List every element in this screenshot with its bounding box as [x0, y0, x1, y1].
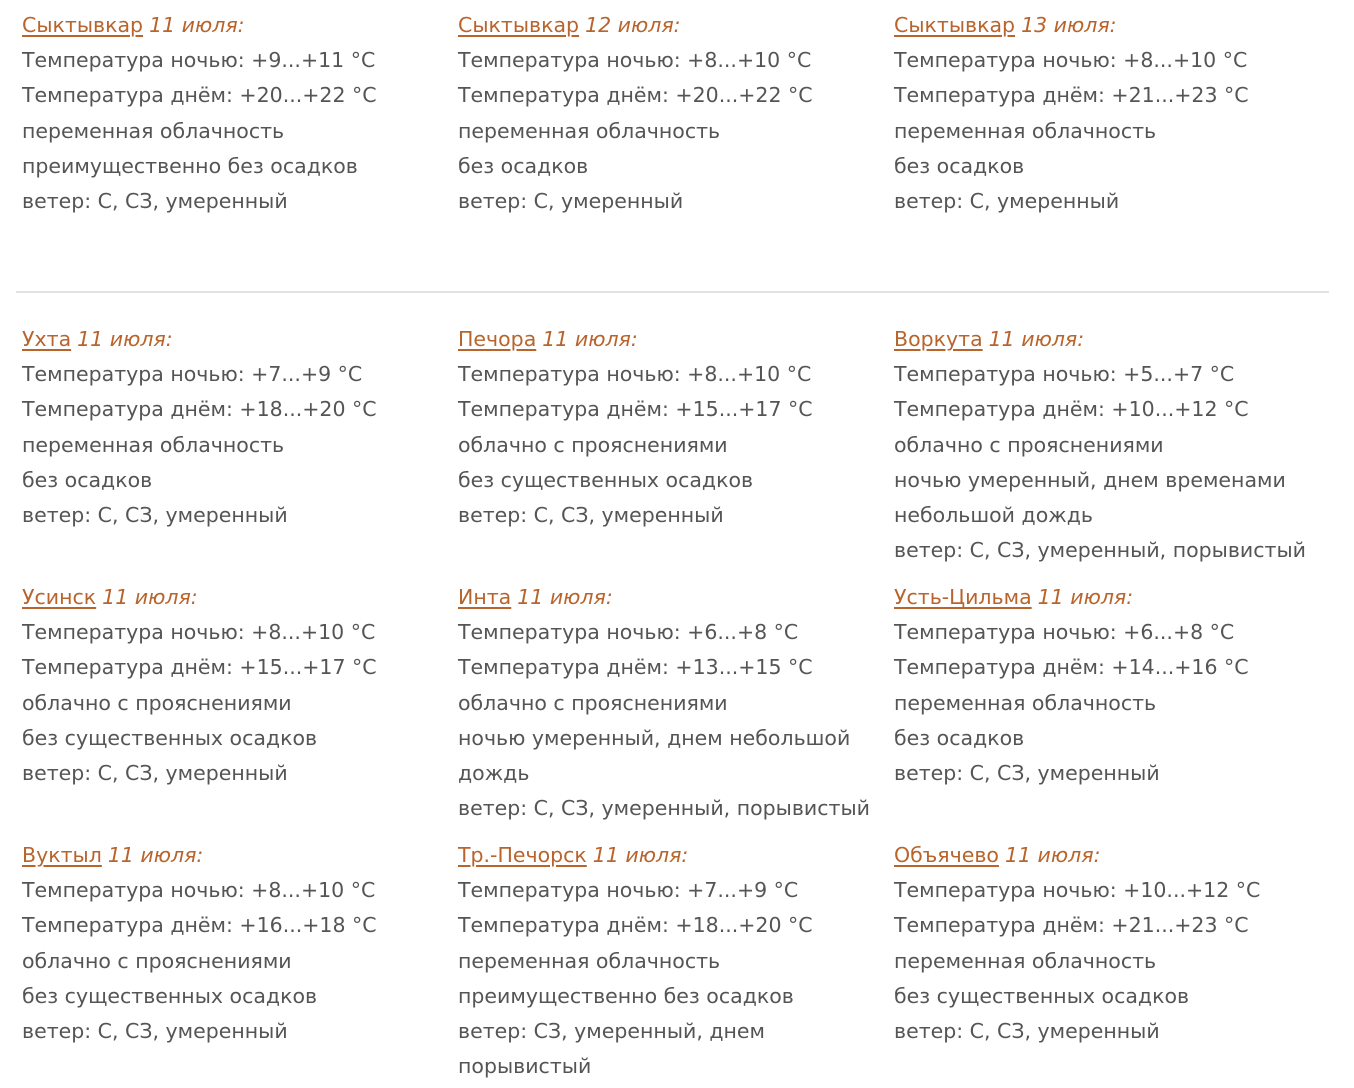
forecast-line-day-temp: Температура днём: +20...+22 °С [458, 83, 813, 108]
forecast-date: 12 июля: [585, 13, 681, 37]
forecast-card-tr-pechorsk [458, 838, 894, 1084]
forecast-line-night-temp: Температура ночью: +8...+10 °С [458, 362, 812, 387]
forecast-card-obyachevo [894, 838, 1354, 1084]
city-link-ukhta[interactable]: Ухта [22, 327, 72, 351]
forecast-line-night-temp: Температура ночью: +8...+10 °С [22, 878, 376, 903]
forecast-line-precip-cont: дождь [458, 761, 530, 786]
forecast-line-day-temp: Температура днём: +15...+17 °С [22, 655, 377, 680]
forecast-line-wind: ветер: С, СЗ, умеренный [22, 761, 288, 786]
forecast-line-wind: ветер: С, СЗ, умеренный [458, 503, 724, 528]
forecast-line-night-temp: Температура ночью: +10...+12 °С [894, 878, 1261, 903]
forecast-line-day-temp: Температура днём: +16...+18 °С [22, 913, 377, 938]
forecast-line-night-temp: Температура ночью: +6...+8 °С [894, 620, 1235, 645]
forecast-line-cloud: переменная облачность [458, 118, 721, 143]
forecast-card-header [458, 322, 894, 357]
forecast-card-header [894, 580, 1354, 615]
forecast-line-cloud: переменная облачность [894, 690, 1157, 715]
forecast-line-precip: без осадков [458, 153, 589, 178]
forecast-line-cloud: переменная облачность [458, 948, 721, 973]
forecast-line-precip: без осадков [894, 153, 1025, 178]
forecast-date: 11 июля: [1004, 843, 1101, 867]
forecast-row-2 [0, 580, 1354, 838]
city-link-obyachevo[interactable]: Объячево [894, 843, 999, 867]
forecast-card-ust-tsilma [894, 580, 1354, 838]
forecast-card-pechora [458, 322, 894, 580]
forecast-line-cloud: переменная облачность [894, 118, 1157, 143]
forecast-date: 11 июля: [517, 585, 613, 609]
forecast-line-night-temp: Температура ночью: +5...+7 °С [894, 362, 1235, 387]
forecast-card-syktyvkar-12 [458, 8, 894, 219]
forecast-line-cloud: облачно с прояснениями [458, 690, 728, 715]
forecast-line-day-temp: Температура днём: +15...+17 °С [458, 397, 813, 422]
forecast-line-wind: ветер: С, СЗ, умеренный [22, 1019, 288, 1044]
forecast-line-wind: ветер: СЗ, умеренный, днем [458, 1019, 766, 1044]
forecast-line-precip: без осадков [22, 467, 153, 492]
forecast-card-vorkuta [894, 322, 1354, 580]
forecast-line-wind-cont: порывистый [458, 1054, 592, 1079]
forecast-line-precip-cont: небольшой дождь [894, 503, 1093, 528]
forecast-card-header [22, 322, 458, 357]
forecast-line-precip: преимущественно без осадков [22, 153, 358, 178]
forecast-line-wind: ветер: С, умеренный [894, 189, 1120, 214]
section-divider [16, 291, 1329, 293]
forecast-line-wind: ветер: С, СЗ, умеренный [894, 1019, 1160, 1044]
city-link-vuktyl[interactable]: Вуктыл [22, 843, 102, 867]
forecast-card-inta [458, 580, 894, 838]
forecast-line-precip: ночью умеренный, днем временами [894, 467, 1286, 492]
forecast-card-syktyvkar-11 [22, 8, 458, 219]
forecast-date: 11 июля: [107, 843, 204, 867]
forecast-line-night-temp: Температура ночью: +8...+10 °С [458, 48, 812, 73]
forecast-date: 11 июля: [542, 327, 638, 351]
forecast-date: 11 июля: [102, 585, 198, 609]
forecast-date: 11 июля: [988, 327, 1085, 351]
forecast-card-header [458, 8, 894, 43]
forecast-date: 11 июля: [1037, 585, 1134, 609]
forecast-card-vuktyl [22, 838, 458, 1084]
forecast-line-wind: ветер: С, СЗ, умеренный, порывистый [894, 538, 1306, 563]
forecast-line-precip: без существенных осадков [894, 983, 1190, 1008]
forecast-line-day-temp: Температура днём: +21...+23 °С [894, 83, 1249, 108]
forecast-line-night-temp: Температура ночью: +6...+8 °С [458, 620, 799, 645]
forecast-line-night-temp: Температура ночью: +8...+10 °С [894, 48, 1248, 73]
forecast-date: 11 июля: [149, 13, 245, 37]
forecast-line-cloud: облачно с прояснениями [22, 948, 292, 973]
forecast-line-day-temp: Температура днём: +18...+20 °С [458, 913, 813, 938]
forecast-row-0 [0, 8, 1354, 219]
forecast-line-cloud: переменная облачность [894, 948, 1157, 973]
forecast-line-day-temp: Температура днём: +21...+23 °С [894, 913, 1249, 938]
forecast-line-wind: ветер: С, СЗ, умеренный [22, 189, 288, 214]
forecast-line-precip: без существенных осадков [22, 983, 318, 1008]
forecast-date: 11 июля: [592, 843, 689, 867]
forecast-line-precip: ночью умеренный, днем небольшой [458, 725, 851, 750]
forecast-line-cloud: облачно с прояснениями [894, 432, 1164, 457]
forecast-line-precip: без существенных осадков [22, 725, 318, 750]
forecast-card-usinsk [22, 580, 458, 838]
forecast-line-day-temp: Температура днём: +20...+22 °С [22, 83, 377, 108]
forecast-line-day-temp: Температура днём: +14...+16 °С [894, 655, 1249, 680]
forecast-card-header [894, 8, 1354, 43]
city-link-ust-tsilma[interactable]: Усть-Цильма [894, 585, 1032, 609]
city-link-syktyvkar[interactable]: Сыктывкар [458, 13, 580, 37]
forecast-line-wind: ветер: С, СЗ, умеренный [894, 761, 1160, 786]
city-link-syktyvkar[interactable]: Сыктывкар [894, 13, 1016, 37]
forecast-row-1 [0, 322, 1354, 580]
forecast-line-night-temp: Температура ночью: +9...+11 °С [22, 48, 376, 73]
forecast-line-day-temp: Температура днём: +18...+20 °С [22, 397, 377, 422]
forecast-line-cloud: облачно с прояснениями [458, 432, 728, 457]
forecast-card-header [22, 580, 458, 615]
forecast-line-wind: ветер: С, умеренный [458, 189, 684, 214]
regional-forecast-grid [0, 322, 1354, 1084]
forecast-card-header [894, 838, 1354, 873]
forecast-line-day-temp: Температура днём: +13...+15 °С [458, 655, 813, 680]
forecast-row-3 [0, 838, 1354, 1084]
forecast-date: 13 июля: [1021, 13, 1117, 37]
forecast-card-header [458, 580, 894, 615]
forecast-line-day-temp: Температура днём: +10...+12 °С [894, 397, 1249, 422]
sykyvkar-forecast-row [0, 8, 1354, 219]
city-link-pechora[interactable]: Печора [458, 327, 537, 351]
forecast-card-syktyvkar-13 [894, 8, 1354, 219]
forecast-line-precip: без осадков [894, 725, 1025, 750]
forecast-line-cloud: переменная облачность [22, 432, 285, 457]
forecast-card-ukhta [22, 322, 458, 580]
forecast-line-precip: без существенных осадков [458, 467, 754, 492]
city-link-inta[interactable]: Инта [458, 585, 512, 609]
forecast-card-header [22, 838, 458, 873]
city-link-tr-pechorsk[interactable]: Тр.-Печорск [458, 843, 587, 867]
city-link-usinsk[interactable]: Усинск [22, 585, 97, 609]
forecast-line-cloud: облачно с прояснениями [22, 690, 292, 715]
forecast-line-night-temp: Температура ночью: +8...+10 °С [22, 620, 376, 645]
forecast-card-header [458, 838, 894, 873]
forecast-line-wind: ветер: С, СЗ, умеренный, порывистый [458, 796, 870, 821]
city-link-syktyvkar[interactable]: Сыктывкар [22, 13, 144, 37]
forecast-card-header [894, 322, 1354, 357]
forecast-line-night-temp: Температура ночью: +7...+9 °С [458, 878, 799, 903]
forecast-line-night-temp: Температура ночью: +7...+9 °С [22, 362, 363, 387]
city-link-vorkuta[interactable]: Воркута [894, 327, 983, 351]
forecast-line-precip: преимущественно без осадков [458, 983, 794, 1008]
forecast-date: 11 июля: [77, 327, 173, 351]
forecast-line-wind: ветер: С, СЗ, умеренный [22, 503, 288, 528]
forecast-line-cloud: переменная облачность [22, 118, 285, 143]
forecast-card-header [22, 8, 458, 43]
